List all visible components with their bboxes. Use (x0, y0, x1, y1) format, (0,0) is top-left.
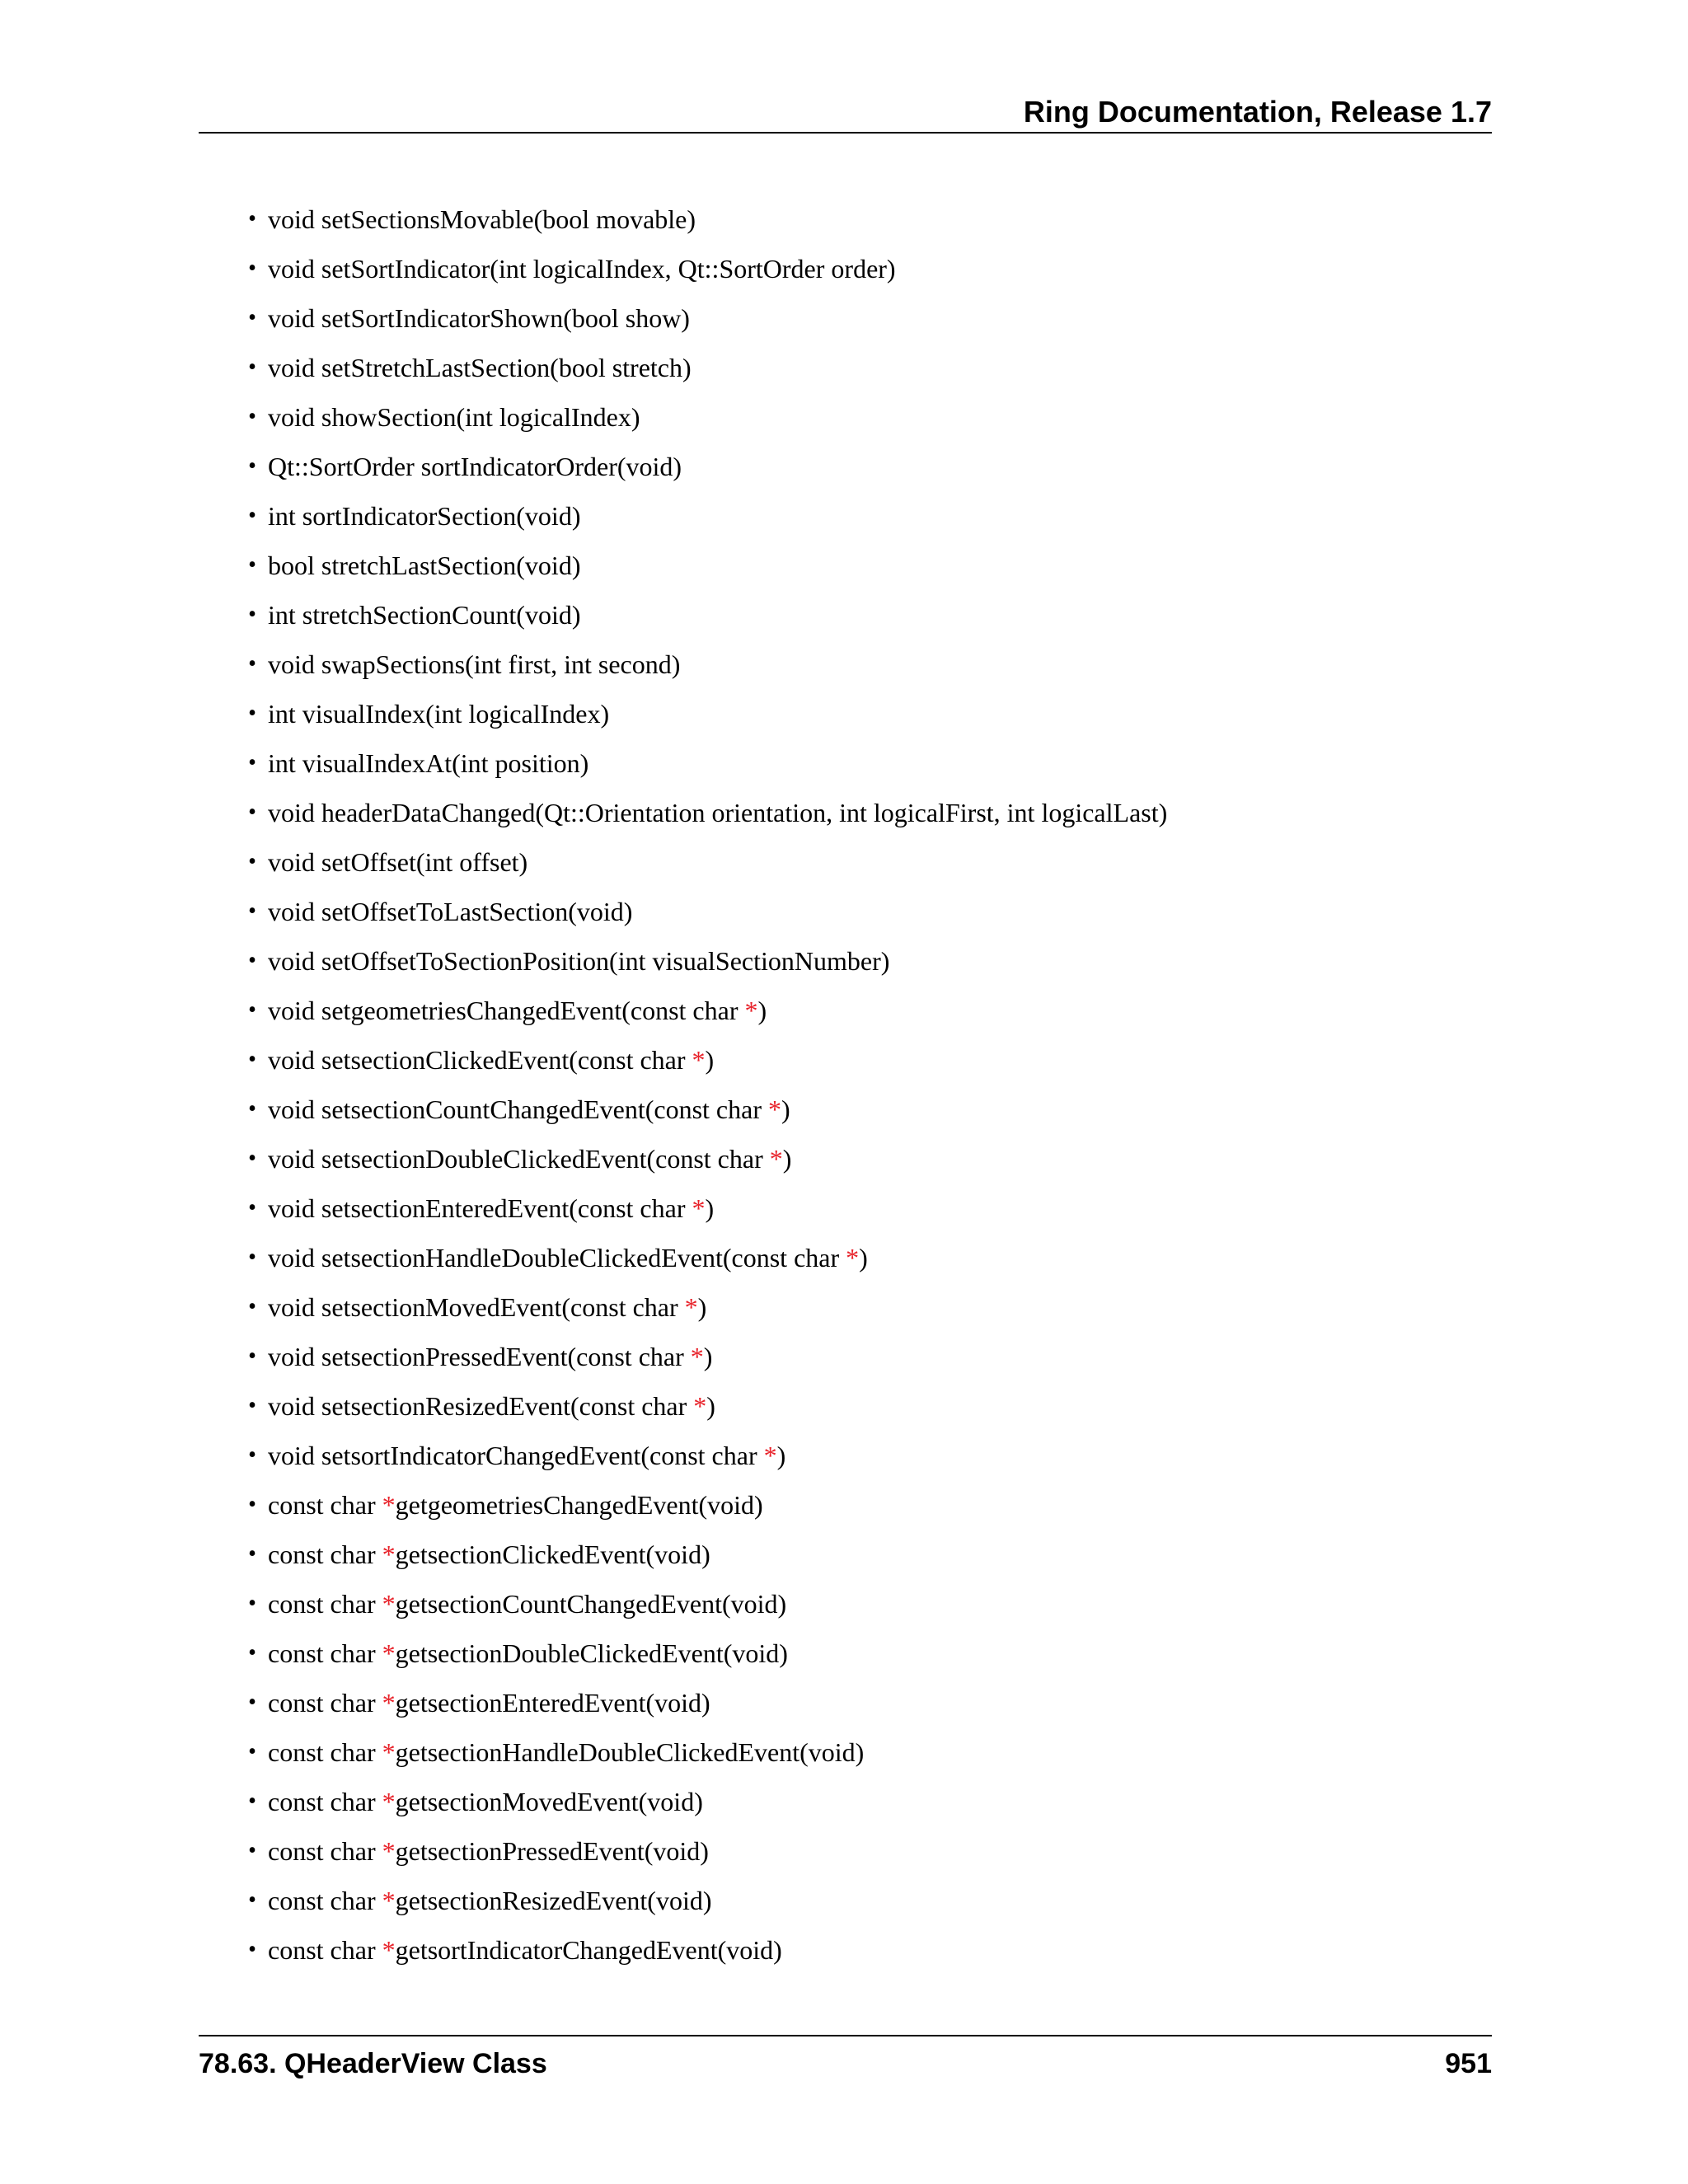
pointer-asterisk: * (382, 1935, 396, 1965)
pointer-asterisk: * (382, 1836, 396, 1866)
signature-text: const char (268, 1638, 382, 1668)
bullet-icon: • (248, 1541, 256, 1567)
signature-text: const char (268, 1737, 382, 1767)
bullet-icon: • (248, 255, 256, 281)
method-signature (268, 1826, 709, 1876)
bullet-icon: • (248, 1640, 256, 1666)
signature-text: ) (781, 1094, 790, 1124)
method-signature (268, 1282, 706, 1332)
signature-text: int visualIndex(int logicalIndex) (268, 699, 610, 729)
signature-text: int visualIndexAt(int position) (268, 748, 589, 778)
method-signature (268, 1431, 785, 1480)
method-signature (268, 1876, 711, 1925)
method-signature (268, 1678, 710, 1727)
method-signature (268, 442, 682, 491)
bullet-icon: • (248, 1195, 256, 1221)
pointer-asterisk: * (744, 996, 758, 1025)
method-signature (268, 887, 632, 936)
signature-text: void setSectionsMovable(bool movable) (268, 204, 696, 234)
method-signature (268, 1134, 791, 1183)
bullet-icon: • (248, 1788, 256, 1814)
bullet-icon: • (248, 750, 256, 776)
signature-text: void swapSections(int first, int second) (268, 649, 681, 679)
bullet-icon: • (248, 206, 256, 232)
signature-text: void setsectionDoubleClickedEvent(const char (268, 1144, 770, 1174)
page-header (199, 92, 1492, 134)
signature-text: getsectionPressedEvent(void) (395, 1836, 709, 1866)
signature-text: const char (268, 1490, 382, 1520)
signature-text: void showSection(int logicalIndex) (268, 402, 640, 432)
signature-text: int sortIndicatorSection(void) (268, 501, 581, 531)
method-signature (268, 1233, 868, 1282)
method-signature (268, 986, 767, 1035)
signature-text: Qt::SortOrder sortIndicatorOrder(void) (268, 452, 682, 481)
bullet-icon: • (248, 1294, 256, 1319)
pointer-asterisk: * (846, 1243, 860, 1272)
pointer-asterisk: * (382, 1787, 396, 1816)
signature-text: const char (268, 1688, 382, 1718)
method-signature (268, 1183, 714, 1233)
signature-text: void setStretchLastSection(bool stretch) (268, 353, 692, 382)
method-signature (268, 837, 528, 887)
method-signature (268, 1381, 715, 1431)
signature-text: const char (268, 1935, 382, 1965)
method-signature (268, 936, 889, 986)
method-signature (268, 738, 588, 788)
method-signature (268, 491, 580, 541)
signature-text: getgeometriesChangedEvent(void) (395, 1490, 763, 1520)
method-signature (268, 1530, 710, 1579)
signature-text: void setsectionEnteredEvent(const char (268, 1193, 692, 1223)
method-signature (268, 788, 1167, 837)
pointer-asterisk: * (382, 1490, 396, 1520)
signature-text: const char (268, 1540, 382, 1569)
signature-text: int stretchSectionCount(void) (268, 600, 581, 630)
pointer-asterisk: * (693, 1391, 707, 1421)
bullet-icon: • (248, 1937, 256, 1962)
bullet-icon: • (248, 1393, 256, 1418)
pointer-asterisk: * (769, 1144, 783, 1174)
method-signature (268, 1777, 703, 1826)
signature-text: void setSortIndicatorShown(bool show) (268, 303, 690, 333)
pointer-asterisk: * (382, 1540, 396, 1569)
document-title: Ring Documentation, Release 1.7 (1023, 95, 1492, 129)
bullet-icon: • (248, 1739, 256, 1765)
bullet-icon: • (248, 1887, 256, 1913)
bullet-icon: • (248, 898, 256, 924)
method-signature (268, 1332, 712, 1381)
bullet-icon: • (248, 1492, 256, 1517)
pointer-asterisk: * (684, 1292, 698, 1322)
section-title: 78.63. QHeaderView Class (199, 2048, 547, 2079)
signature-text: ) (705, 1193, 715, 1223)
page-number: 951 (1445, 2048, 1492, 2079)
method-signature (268, 244, 896, 293)
signature-text: void setsectionMovedEvent(const char (268, 1292, 685, 1322)
signature-text: getsectionEnteredEvent(void) (395, 1688, 710, 1718)
method-signature (268, 640, 680, 689)
method-signature (268, 293, 690, 343)
signature-text: void setSortIndicator(int logicalIndex, Qt::SortOrder order) (268, 254, 896, 284)
bullet-icon: • (248, 503, 256, 528)
signature-text: ) (703, 1342, 713, 1371)
bullet-icon: • (248, 1096, 256, 1122)
signature-text: const char (268, 1836, 382, 1866)
signature-text: const char (268, 1589, 382, 1619)
signature-text: void setgeometriesChangedEvent(const char (268, 996, 745, 1025)
signature-text: getsectionDoubleClickedEvent(void) (395, 1638, 788, 1668)
method-signature (268, 1629, 788, 1678)
signature-text: ) (757, 996, 767, 1025)
pointer-asterisk: * (382, 1589, 396, 1619)
bullet-icon: • (248, 1591, 256, 1616)
signature-text: ) (782, 1144, 792, 1174)
signature-text: void setsectionResizedEvent(const char (268, 1391, 694, 1421)
signature-text: void headerDataChanged(Qt::Orientation orientation, int logicalFirst, int logicalLast) (268, 798, 1168, 827)
pointer-asterisk: * (382, 1886, 396, 1915)
pointer-asterisk: * (382, 1737, 396, 1767)
method-signature (268, 541, 580, 590)
bullet-icon: • (248, 404, 256, 429)
bullet-icon: • (248, 1690, 256, 1715)
bullet-icon: • (248, 552, 256, 578)
bullet-icon: • (248, 354, 256, 380)
method-signature (268, 194, 696, 244)
bullet-icon: • (248, 948, 256, 973)
signature-text: getsectionResizedEvent(void) (395, 1886, 712, 1915)
method-signature (268, 1579, 786, 1629)
signature-text: const char (268, 1886, 382, 1915)
signature-text: void setOffsetToSectionPosition(int visualSectionNumber) (268, 946, 890, 976)
signature-text: bool stretchLastSection(void) (268, 551, 581, 580)
method-signature (268, 1035, 714, 1085)
page-footer (199, 2035, 1492, 2091)
pointer-asterisk: * (382, 1688, 396, 1718)
signature-text: ) (705, 1045, 715, 1075)
signature-text: getsortIndicatorChangedEvent(void) (395, 1935, 782, 1965)
bullet-icon: • (248, 453, 256, 479)
pointer-asterisk: * (763, 1441, 777, 1470)
signature-text: void setsectionCountChangedEvent(const char (268, 1094, 768, 1124)
signature-text: ) (706, 1391, 715, 1421)
method-signature (268, 1727, 864, 1777)
signature-text: void setOffset(int offset) (268, 847, 528, 877)
signature-text: getsectionMovedEvent(void) (395, 1787, 703, 1816)
method-signature (268, 689, 609, 738)
bullet-icon: • (248, 799, 256, 825)
bullet-icon: • (248, 1442, 256, 1468)
signature-text: ) (859, 1243, 868, 1272)
bullet-icon: • (248, 701, 256, 726)
signature-text: ) (776, 1441, 786, 1470)
signature-text: getsectionClickedEvent(void) (395, 1540, 710, 1569)
signature-text: ) (697, 1292, 707, 1322)
bullet-icon: • (248, 651, 256, 677)
bullet-icon: • (248, 849, 256, 874)
bullet-icon: • (248, 997, 256, 1023)
signature-text: void setsectionPressedEvent(const char (268, 1342, 691, 1371)
signature-text: void setsortIndicatorChangedEvent(const char (268, 1441, 764, 1470)
pointer-asterisk: * (767, 1094, 781, 1124)
pointer-asterisk: * (690, 1342, 704, 1371)
method-signature (268, 1925, 782, 1975)
bullet-icon: • (248, 602, 256, 627)
method-signature (268, 1085, 790, 1134)
pointer-asterisk: * (692, 1193, 706, 1223)
signature-text: getsectionCountChangedEvent(void) (395, 1589, 787, 1619)
bullet-icon: • (248, 305, 256, 330)
signature-text: void setsectionHandleDoubleClickedEvent(const char (268, 1243, 846, 1272)
method-signature (268, 1480, 763, 1530)
signature-text: getsectionHandleDoubleClickedEvent(void) (395, 1737, 865, 1767)
method-signature (268, 590, 581, 640)
pointer-asterisk: * (692, 1045, 706, 1075)
method-signature (268, 392, 640, 442)
bullet-icon: • (248, 1838, 256, 1863)
signature-text: void setsectionClickedEvent(const char (268, 1045, 692, 1075)
signature-text: void setOffsetToLastSection(void) (268, 897, 633, 926)
method-signature (268, 343, 692, 392)
signature-text: const char (268, 1787, 382, 1816)
bullet-icon: • (248, 1047, 256, 1072)
bullet-icon: • (248, 1146, 256, 1171)
pointer-asterisk: * (382, 1638, 396, 1668)
bullet-icon: • (248, 1343, 256, 1369)
bullet-icon: • (248, 1244, 256, 1270)
